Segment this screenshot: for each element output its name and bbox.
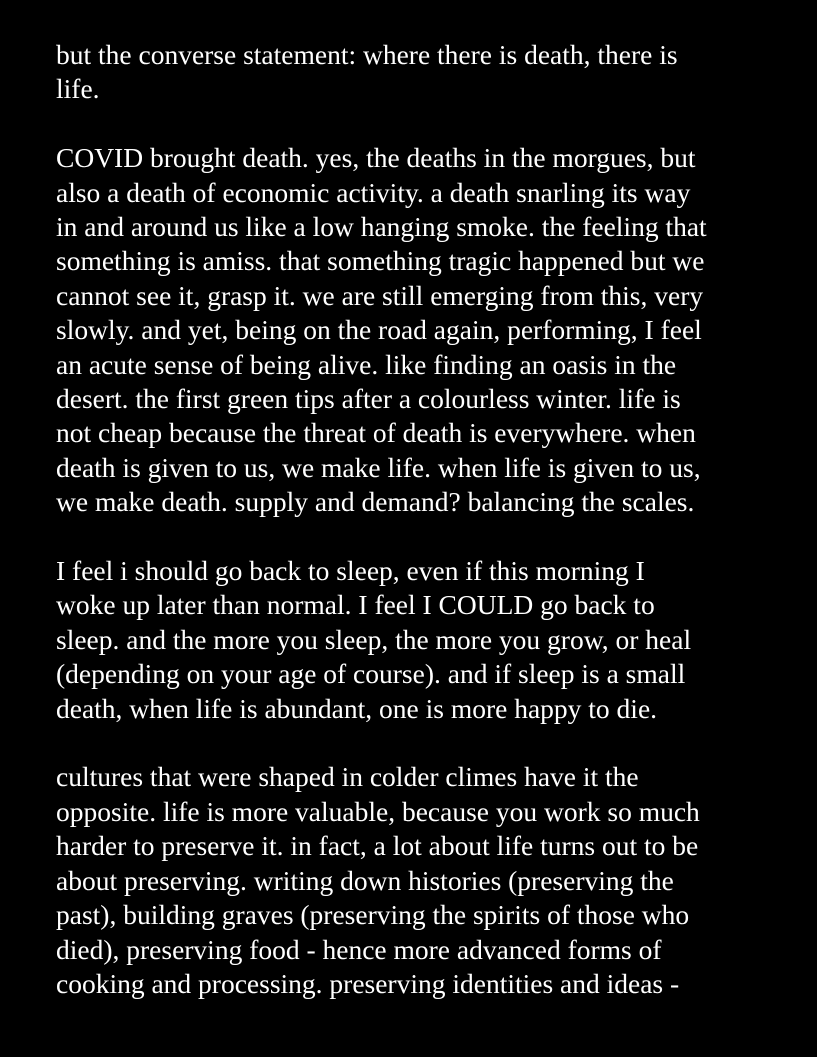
- text-line: slowly. and yet, being on the road again, performing, I feel: [56, 314, 702, 346]
- paragraph: [56, 554, 776, 726]
- text-line: death, when life is abundant, one is more happy to die.: [56, 692, 658, 724]
- text-line: death is given to us, we make life. when life is given to us,: [56, 451, 701, 483]
- text-line: not cheap because the threat of death is everywhere. when: [56, 417, 696, 449]
- text-line: COVID brought death. yes, the deaths in the morgues, but: [56, 142, 696, 174]
- paragraph: [56, 760, 776, 1001]
- text-line: life.: [56, 73, 100, 105]
- text-line: an acute sense of being alive. like finding an oasis in the: [56, 348, 677, 380]
- text-line: desert. the first green tips after a colourless winter. life is: [56, 383, 681, 415]
- text-line: cannot see it, grasp it. we are still emerging from this, very: [56, 279, 704, 311]
- paragraph: [56, 141, 776, 519]
- text-line: in and around us like a low hanging smoke. the feeling that: [56, 211, 707, 243]
- text-line: but the converse statement: where there is death, there is: [56, 39, 678, 70]
- text-line: something is amiss. that something tragic happened but we: [56, 245, 705, 277]
- text-line: cooking and processing. preserving identities and ideas -: [56, 967, 680, 999]
- text-line: we make death. supply and demand? balancing the scales.: [56, 486, 695, 518]
- text-line: past), building graves (preserving the spirits of those who: [56, 899, 690, 931]
- text-line: about preserving. writing down histories (preserving the: [56, 864, 674, 896]
- text-line: I feel i should go back to sleep, even if this morning I: [56, 555, 645, 587]
- text-line: sleep. and the more you sleep, the more you grow, or heal: [56, 623, 692, 655]
- text-line: (depending on your age of course). and if sleep is a small: [56, 658, 686, 690]
- document-body: [56, 38, 776, 1036]
- text-line: cultures that were shaped in colder climes have it the: [56, 761, 639, 793]
- text-line: woke up later than normal. I feel I COULD go back to: [56, 589, 655, 621]
- text-line: harder to preserve it. in fact, a lot about life turns out to be: [56, 830, 699, 862]
- text-line: opposite. life is more valuable, because you work so much: [56, 795, 700, 827]
- text-line: also a death of economic activity. a death snarling its way: [56, 176, 691, 208]
- text-line: died), preserving food - hence more advanced forms of: [56, 933, 662, 965]
- paragraph: [56, 38, 776, 107]
